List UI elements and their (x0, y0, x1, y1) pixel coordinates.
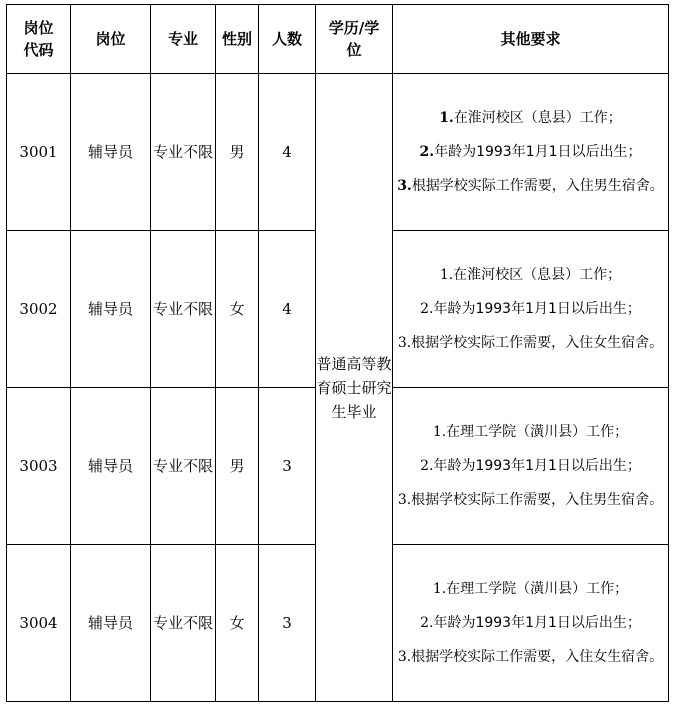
cell-post: 辅导员 (71, 231, 151, 388)
cell-code: 3003 (7, 388, 71, 545)
table-row (7, 74, 669, 231)
cell-major: 专业不限 (151, 388, 216, 545)
requirement-item: 1.在淮河校区（息县）工作； (439, 110, 622, 126)
requirement-item: 1.在理工学院（潢川县）工作； (432, 581, 629, 597)
cell-post: 辅导员 (71, 545, 151, 702)
requirement-item: 2.年龄为1993年1月1日以后出生； (420, 301, 641, 317)
requirement-item: 3.根据学校实际工作需要，入住女生宿舍。 (397, 649, 664, 665)
cell-requirements (393, 74, 669, 231)
cell-count: 4 (259, 231, 316, 388)
requirement-item: 1.在理工学院（潢川县）工作； (432, 424, 629, 440)
cell-count: 4 (259, 74, 316, 231)
cell-major: 专业不限 (151, 231, 216, 388)
header-row (7, 5, 669, 74)
requirement-item: 3.根据学校实际工作需要，入住男生宿舍。 (397, 178, 664, 194)
cell-gender: 男 (216, 74, 259, 231)
requirement-item: 1.在淮河校区（息县）工作； (439, 267, 622, 283)
requirement-item: 3.根据学校实际工作需要，入住女生宿舍。 (397, 335, 664, 351)
header-count: 人数 (259, 5, 316, 74)
cell-gender: 男 (216, 388, 259, 545)
cell-count: 3 (259, 388, 316, 545)
cell-requirements (393, 388, 669, 545)
cell-gender: 女 (216, 545, 259, 702)
header-major: 专业 (151, 5, 216, 74)
requirement-item: 2.年龄为1993年1月1日以后出生； (420, 458, 641, 474)
job-requirements-table (6, 4, 669, 702)
header-requirements: 其他要求 (393, 5, 669, 74)
cell-code: 3004 (7, 545, 71, 702)
cell-major: 专业不限 (151, 74, 216, 231)
cell-code: 3002 (7, 231, 71, 388)
cell-major: 专业不限 (151, 545, 216, 702)
header-gender: 性别 (216, 5, 259, 74)
cell-post: 辅导员 (71, 388, 151, 545)
cell-education-shared: 普通高等教育硕士研究生毕业 (316, 74, 393, 702)
cell-requirements (393, 231, 669, 388)
cell-code: 3001 (7, 74, 71, 231)
cell-gender: 女 (216, 231, 259, 388)
cell-post: 辅导员 (71, 74, 151, 231)
requirement-item: 2.年龄为1993年1月1日以后出生； (420, 615, 641, 631)
cell-count: 3 (259, 545, 316, 702)
header-code: 岗位代码 (7, 5, 71, 74)
requirement-item: 3.根据学校实际工作需要，入住男生宿舍。 (397, 492, 664, 508)
requirement-item: 2.年龄为1993年1月1日以后出生； (419, 144, 642, 160)
header-education: 学历/学位 (316, 5, 393, 74)
header-post: 岗位 (71, 5, 151, 74)
cell-requirements (393, 545, 669, 702)
